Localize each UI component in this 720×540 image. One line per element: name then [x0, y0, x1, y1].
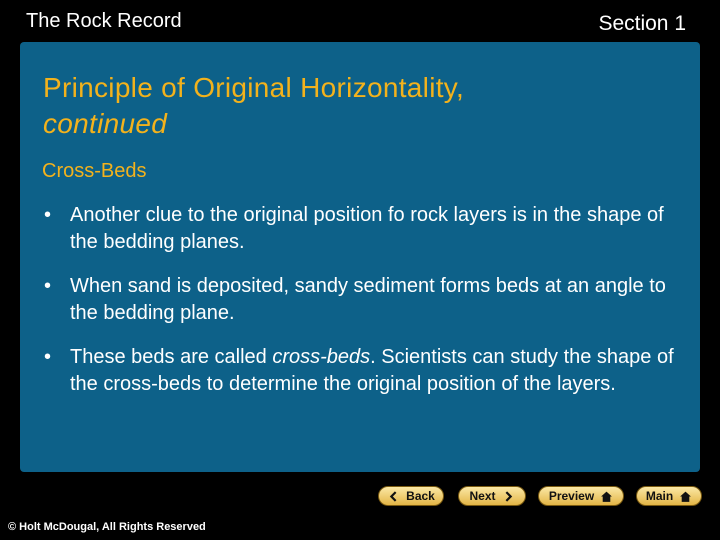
next-button-label: Next — [469, 489, 496, 503]
copyright-footer: © Holt McDougal, All Rights Reserved — [8, 521, 206, 533]
back-button[interactable] — [378, 486, 444, 506]
preview-button[interactable] — [538, 486, 624, 506]
slide-subhead: Cross-Beds — [42, 160, 147, 182]
preview-button-label: Preview — [548, 489, 595, 503]
bullet-list — [44, 202, 674, 415]
slide-title-line2: continued — [43, 108, 168, 139]
back-button-label: Back — [406, 489, 435, 503]
bullet-item: • Another clue to the original position fo rock layers is in the shape of the bedding planes. — [44, 204, 664, 253]
home-icon — [679, 490, 692, 503]
chevron-left-icon — [387, 490, 400, 503]
slide-panel — [20, 42, 700, 472]
main-button-label: Main — [645, 489, 674, 503]
home-icon — [600, 490, 613, 503]
bullet-item: • These beds are called cross-beds. Scientists can study the shape of the cross-beds to determine the original position of the layers. — [44, 346, 674, 395]
header-section-number: Section 1 — [598, 12, 686, 35]
bullet-item: • When sand is deposited, sandy sediment forms beds at an angle to the bedding plane. — [44, 275, 666, 324]
slide-title — [43, 70, 663, 142]
slide-title-line1: Principle of Original Horizontality, — [43, 72, 465, 103]
chevron-right-icon — [502, 490, 515, 503]
header-section-name: The Rock Record — [26, 10, 182, 32]
main-button[interactable] — [636, 486, 702, 506]
next-button[interactable] — [458, 486, 526, 506]
